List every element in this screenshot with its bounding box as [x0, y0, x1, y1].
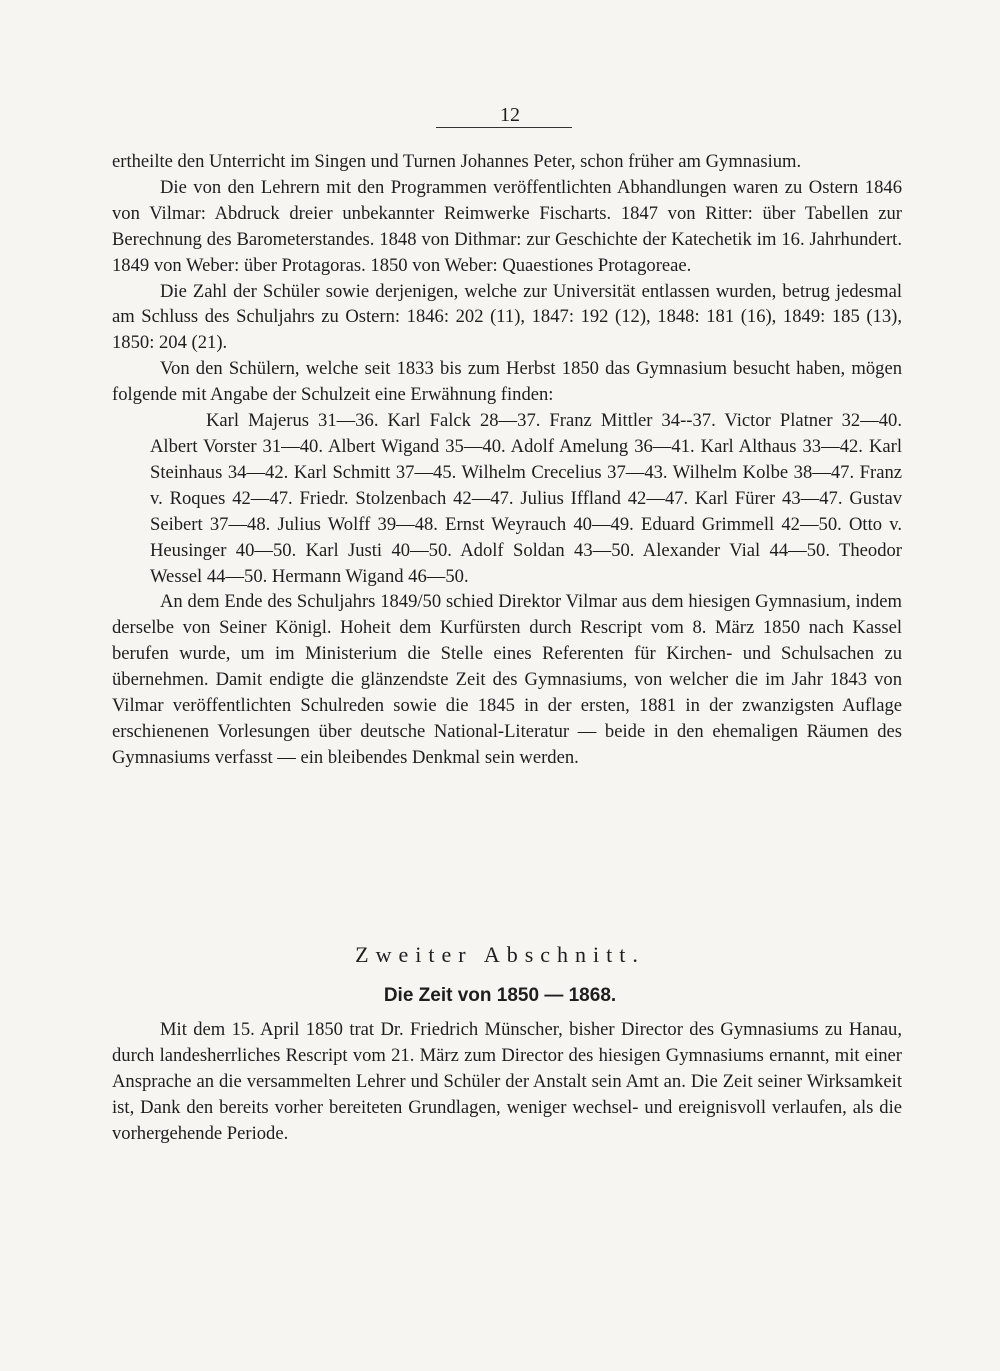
section-subtitle: Die Zeit von 1850 — 1868.: [383, 985, 617, 1006]
section-title: Zweiter Abschnitt.: [355, 942, 645, 967]
paragraph-4: Von den Schülern, welche seit 1833 bis zum Herbst 1850 das Gymnasium besucht haben, mögen folgende mit Angabe der Schulzeit eine Erwähnung finden:: [112, 358, 902, 406]
paragraph-6: An dem Ende des Schuljahrs 1849/50 schied Direktor Vilmar aus dem hiesigen Gymnasium, indem derselbe von Seiner Königl. Hoheit dem Kurfürsten durch Rescript vom 8. März 1850 nach Kassel berufen wurde, um im Ministerium die Stelle eines Referenten für Kirchen- und Schulsachen zu übernehmen. Damit endigte die glänzendste Zeit des Gymnasiums, von welcher die im Jahr 1843 von Vilmar veröffentlichten Schulreden sowie die 1845 in der ersten, 1881 in der zwanzigsten Auflage erschienenen Vorlesungen über deutsche National-Literatur — beide in den ehemaligen Räumen des Gymnasiums verfasst — ein bleibendes Denkmal sein werden.: [112, 591, 902, 768]
paragraph-3: Die Zahl der Schüler sowie derjenigen, welche zur Universität entlassen wurden, betrug jedesmal am Schluss des Schuljahrs zu Ostern: 1846: 202 (11), 1847: 192 (12), 1848: 181 (16), 1849: 185 (13), 1850: 204 (21).: [112, 280, 902, 354]
section-text: [112, 1017, 902, 1147]
page-number: 12: [500, 104, 520, 126]
header-rule: [436, 127, 572, 128]
main-text: [112, 149, 902, 771]
section-paragraph: Mit dem 15. April 1850 trat Dr. Friedrich Münscher, bisher Director des Gymnasiums zu Hanau, durch landesherrliches Rescript vom 21. März zum Director des hiesigen Gymnasiums ernannt, mit einer Ansprache an die versammelten Lehrer und Schüler der Anstalt sein Amt an. Die Zeit seiner Wirksamkeit ist, Dank den bereits vorher bereiteten Grundlagen, weniger wechsel- und ereignisvoll verlaufen, als die vorhergehende Periode.: [112, 1019, 902, 1144]
paragraph-1: ertheilte den Unterricht im Singen und Turnen Johannes Peter, schon früher am Gymnasium.: [112, 151, 802, 172]
paragraph-2: Die von den Lehrern mit den Programmen veröffentlichten Abhandlungen waren zu Ostern 1846 von Vilmar: Abdruck dreier unbekannter Reimwerke Fischarts. 1847 von Ritter: über Tabellen zur Berechnung des Barometerstandes. 1848 von Dithmar: zur Geschichte der Katechetik im 16. Jahrhundert. 1849 von Weber: über Protagoras. 1850 von Weber: Quaestiones Protagoreae.: [112, 176, 902, 276]
student-list: Karl Majerus 31—36. Karl Falck 28—37. Franz Mittler 34--37. Victor Platner 32—40. Albert Vorster 31—40. Albert Wigand 35—40. Adolf Amelung 36—41. Karl Althaus 33—42. Karl Steinhaus 34—42. Karl Schmitt 37—45. Wilhelm Crecelius 37—43. Wilhelm Kolbe 38—47. Franz v. Roques 42—47. Friedr. Stolzenbach 42—47. Julius Iffland 42—47. Karl Fürer 43—47. Gustav Seibert 37—48. Julius Wolff 39—48. Ernst Weyrauch 40—49. Eduard Grimmell 42—50. Otto v. Heusinger 40—50. Karl Justi 40—50. Adolf Soldan 43—50. Alexander Vial 44—50. Theodor Wessel 44—50. Hermann Wigand 46—50.: [150, 410, 902, 587]
